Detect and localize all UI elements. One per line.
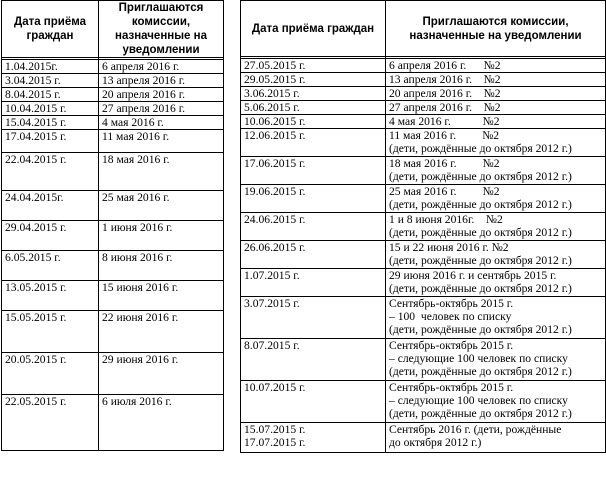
reception-date-cell: 17.04.2015 г. — [2, 130, 99, 153]
table-row — [241, 101, 606, 115]
commission-date-cell: 11 мая 2016 г. — [99, 130, 224, 153]
reception-date-cell: 12.06.2015 г. — [241, 129, 386, 157]
reception-date-cell: 24.06.2015 г. — [241, 213, 386, 241]
table-row — [2, 60, 224, 74]
commission-date-cell: 20 апреля 2016 г. — [99, 88, 224, 102]
table-row — [2, 153, 224, 191]
commission-date-cell: 8 июня 2016 г. — [99, 251, 224, 281]
reception-date-cell: 17.06.2015 г. — [241, 157, 386, 185]
commission-date-cell: 29 июня 2016 г. и сентябрь 2015 г. (дети, рождённые до октября 2012 г.) — [386, 269, 606, 297]
reception-date-cell: 8.07.2015 г. — [241, 339, 386, 381]
table-row — [2, 88, 224, 102]
commission-date-cell: 27 апреля 2016 г. — [99, 102, 224, 116]
reception-date-cell: 29.05.2015 г. — [241, 73, 386, 87]
left-header-date: Дата приёма граждан — [2, 1, 99, 58]
table-row — [2, 353, 224, 395]
schedule-table-left — [1, 0, 224, 451]
commission-date-cell: Сентябрь-октябрь 2015 г. – следующие 100 человек по списку (дети, рождённые до октября 2012 г.) — [386, 381, 606, 423]
commission-date-cell: 27 апреля 2016 г. №2 — [386, 101, 606, 115]
table-row — [241, 269, 606, 297]
reception-date-cell: 10.07.2015 г. — [241, 381, 386, 423]
commission-date-cell: Сентябрь-октябрь 2015 г. – 100 человек по списку (дети, рождённые до октября 2012 г.) — [386, 297, 606, 339]
reception-date-cell: 13.05.2015 г. — [2, 281, 99, 311]
table-row — [241, 213, 606, 241]
reception-date-cell: 5.06.2015 г. — [241, 101, 386, 115]
table-row — [2, 281, 224, 311]
reception-date-cell: 15.05.2015 г. — [2, 311, 99, 353]
table-row — [241, 185, 606, 213]
table-row — [2, 74, 224, 88]
table-row — [241, 87, 606, 101]
table-row — [241, 129, 606, 157]
commission-date-cell: 25 мая 2016 г. — [99, 191, 224, 221]
reception-date-cell: 1.04.2015г. — [2, 60, 99, 74]
reception-date-cell: 3.06.2015 г. — [241, 87, 386, 101]
reception-date-cell: 3.04.2015 г. — [2, 74, 99, 88]
commission-date-cell: 15 и 22 июня 2016 г. №2 (дети, рождённые до октября 2012 г.) — [386, 241, 606, 269]
reception-date-cell: 10.06.2015 г. — [241, 115, 386, 129]
commission-date-cell: 13 апреля 2016 г. №2 — [386, 73, 606, 87]
commission-date-cell: 18 мая 2016 г. №2 (дети, рождённые до октября 2012 г.) — [386, 157, 606, 185]
commission-date-cell: 6 июля 2016 г. — [99, 395, 224, 451]
left-header-commissions: Приглашаются комиссии, назначенные на уведомлении — [99, 1, 224, 58]
table-row — [241, 73, 606, 87]
table-row — [2, 191, 224, 221]
table-row — [2, 395, 224, 451]
commission-date-cell: 4 мая 2016 г. — [99, 116, 224, 130]
reception-date-cell: 6.05.2015 г. — [2, 251, 99, 281]
commission-date-cell: 1 и 8 июня 2016г. №2 (дети, рождённые до октября 2012 г.) — [386, 213, 606, 241]
reception-date-cell: 20.05.2015 г. — [2, 353, 99, 395]
commission-date-cell: 6 апреля 2016 г. №2 — [386, 59, 606, 73]
reception-date-cell: 22.04.2015 г. — [2, 153, 99, 191]
table-row — [2, 102, 224, 116]
commission-date-cell: 18 мая 2016 г. — [99, 153, 224, 191]
commission-date-cell: 1 июня 2016 г. — [99, 221, 224, 251]
reception-date-cell: 24.04.2015г. — [2, 191, 99, 221]
table-row — [2, 311, 224, 353]
schedule-table-right — [240, 0, 606, 453]
table-row — [2, 221, 224, 251]
right-header-row — [241, 1, 606, 57]
commission-date-cell: 20 апреля 2016 г. №2 — [386, 87, 606, 101]
table-row — [241, 59, 606, 73]
reception-date-cell: 22.05.2015 г. — [2, 395, 99, 451]
right-header-date: Дата приёма граждан — [241, 1, 386, 57]
table-row — [241, 381, 606, 423]
commission-date-cell: 25 мая 2016 г. №2 (дети, рождённые до октября 2012 г.) — [386, 185, 606, 213]
commission-date-cell: 6 апреля 2016 г. — [99, 60, 224, 74]
table-row — [2, 130, 224, 153]
table-row — [2, 116, 224, 130]
reception-date-cell: 1.07.2015 г. — [241, 269, 386, 297]
reception-date-cell: 29.04.2015 г. — [2, 221, 99, 251]
reception-date-cell: 8.04.2015 г. — [2, 88, 99, 102]
commission-date-cell: Сентябрь-октябрь 2015 г. – следующие 100 человек по списку (дети, рождённые до октября 2012 г.) — [386, 339, 606, 381]
commission-date-cell: 13 апреля 2016 г. — [99, 74, 224, 88]
table-row — [241, 297, 606, 339]
reception-date-cell: 3.07.2015 г. — [241, 297, 386, 339]
commission-date-cell: 22 июня 2016 г. — [99, 311, 224, 353]
reception-date-cell: 19.06.2015 г. — [241, 185, 386, 213]
commission-date-cell: Сентябрь 2016 г. (дети, рождённые до октября 2012 г.) — [386, 423, 606, 453]
commission-date-cell: 15 июня 2016 г. — [99, 281, 224, 311]
commission-date-cell: 29 июня 2016 г. — [99, 353, 224, 395]
reception-date-cell: 15.04.2015 г. — [2, 116, 99, 130]
reception-date-cell: 10.04.2015 г. — [2, 102, 99, 116]
reception-date-cell: 27.05.2015 г. — [241, 59, 386, 73]
commission-date-cell: 4 мая 2016 г. №2 — [386, 115, 606, 129]
table-row — [241, 157, 606, 185]
right-header-commissions: Приглашаются комиссии, назначенные на уведомлении — [386, 1, 606, 57]
commission-date-cell: 11 мая 2016 г. №2 (дети, рождённые до октября 2012 г.) — [386, 129, 606, 157]
table-row — [241, 339, 606, 381]
left-header-row — [2, 1, 224, 58]
reception-date-cell: 15.07.2015 г. 17.07.2015 г. — [241, 423, 386, 453]
table-row — [241, 241, 606, 269]
table-row — [2, 251, 224, 281]
table-row — [241, 115, 606, 129]
reception-date-cell: 26.06.2015 г. — [241, 241, 386, 269]
table-row — [241, 423, 606, 453]
